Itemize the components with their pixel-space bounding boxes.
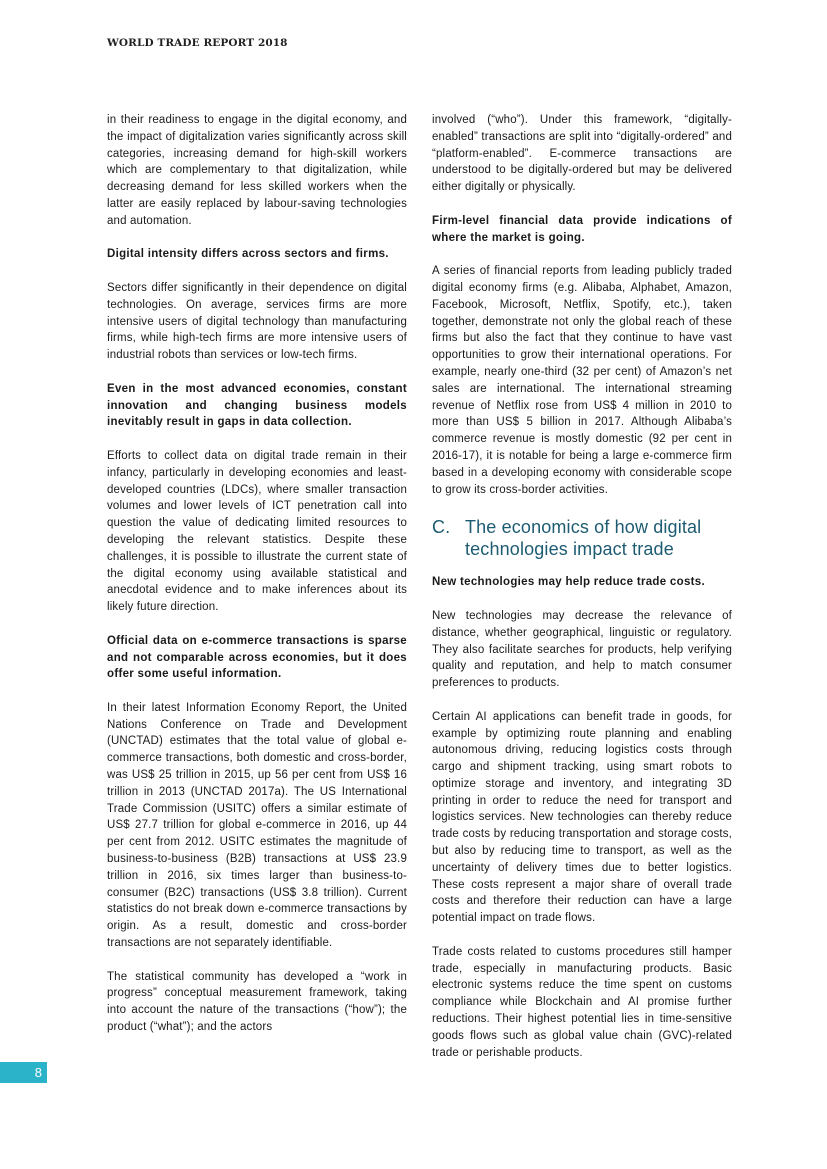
page-number: 8 (0, 1062, 47, 1083)
paragraph: Trade costs related to customs procedures still hamper trade, especially in manufacturing products. Basic electronic systems reduce the time spent on customs compliance while Blockchain and AI promise further reductions. Their highest potential lies in time-sensitive goods flows such as global value chain (GVC)-related trade or perishable products. (432, 945, 732, 1059)
paragraph: A series of financial reports from leading publicly traded digital economy firms (e.g. Alibaba, Alphabet, Amazon, Facebook, Microsoft, Netflix, Spotify, etc.), taken together, demonstrate not only the global reach of these firms but also the fact that they continue to have vast opportunities to grow their international operations. For example, nearly one-third (32 per cent) of Amazon’s net sales are international. The international streaming revenue of Netflix rose from US$ 4 million in 2010 to more than US$ 5 billion in 2017. Although Alibaba’s commerce revenue is mostly domestic (92 per cent in 2016-17), it is notable for being a large e-commerce firm based in a developing economy with considerable scope to grow its cross-border activities. (432, 265, 732, 496)
paragraph: New technologies may decrease the relevance of distance, whether geographical, linguistic or regulatory. They also facilitate searches for products, help verifying quality and reputation, and help to match consumer preferences to products. (432, 609, 732, 690)
running-header: WORLD TRADE REPORT 2018 (107, 37, 288, 49)
subheading: New technologies may help reduce trade costs. (432, 576, 705, 589)
paragraph: In their latest Information Economy Report, the United Nations Conference on Trade and Development (UNCTAD) estimates that the total value of global e-commerce transactions, both domestic and cross-border, was US$ 25 trillion in 2015, up 56 per cent from US$ 16 trillion in 2013 (UNCTAD 2017a). The US International Trade Commission (USITC) offers a similar estimate of US$ 27.7 trillion for global e-commerce in 2016, up 44 per cent from 2012. USITC estimates the magnitude of business-to-business (B2B) transactions at US$ 23.9 trillion in 2016, six times larger than business-to-consumer (B2C) transactions (US$ 3.8 trillion). Current statistics do not break down e-commerce transactions by origin. As a result, domestic and cross-border transactions are not separately identifiable. (107, 701, 407, 950)
subheading: Digital intensity differs across sectors and firms. (107, 248, 389, 261)
paragraph: involved (“who”). Under this framework, “digitally-enabled” transactions are split into “digitally-ordered” and “platform-enabled”. E-commerce transactions are understood to be digitally-ordered but may be delivered either digitally or physically. (432, 114, 732, 194)
paragraph: Efforts to collect data on digital trade remain in their infancy, particularly in developing economies and least-developed countries (LDCs), where smaller transaction volumes and lower levels of ICT penetration call into question the value of dedicating limited resources to developing the relevant statistics. Despite these challenges, it is possible to illustrate the current state of the digital economy using available statistical and anecdotal evidence and to make inferences about its likely future direction. (107, 449, 407, 614)
paragraph: in their readiness to engage in the digital economy, and the impact of digitalization varies significantly across skill categories, increasing demand for high-skill workers which are complementary to that digitalization, while decreasing demand for less skilled workers when the latter are easily replaced by labour-saving technologies and automation. (107, 114, 407, 227)
section-number: C. (432, 517, 451, 538)
left-column (107, 112, 407, 1053)
subheading: Even in the most advanced economies, constant innovation and changing business models inevitably result in gaps in data collection. (107, 382, 407, 429)
section-heading (432, 516, 732, 560)
subheading: Firm-level financial data provide indications of where the market is going. (432, 214, 732, 244)
paragraph: The statistical community has developed a “work in progress” conceptual measurement framework, taking into account the nature of the transactions (“how”); the product (“what”); and the actors (107, 970, 407, 1034)
paragraph: Sectors differ significantly in their dependence on digital technologies. On average, services firms are more intensive users of digital technology than manufacturing firms, while high-tech firms are more intensive users of industrial robots than services or low-tech firms. (107, 281, 407, 362)
paragraph: Certain AI applications can benefit trade in goods, for example by optimizing route planning and enabling autonomous driving, reducing logistics costs through cargo and shipment tracking, using smart robots to optimize storage and inventory, and integrating 3D printing in order to reduce the need for transport and logistics services. New technologies can thereby reduce trade costs by reducing transportation and storage costs, but also by reducing time to transport, as well as the uncertainty of delivery times due to better logistics. These costs represent a major share of overall trade costs and therefore their reduction can have a large potential impact on trade flows. (432, 710, 732, 925)
subheading: Official data on e-commerce transactions is sparse and not comparable across economies, but it does offer some useful information. (107, 634, 407, 681)
right-column (432, 112, 732, 1078)
section-title: The economics of how digital technologies impact trade (465, 517, 702, 560)
